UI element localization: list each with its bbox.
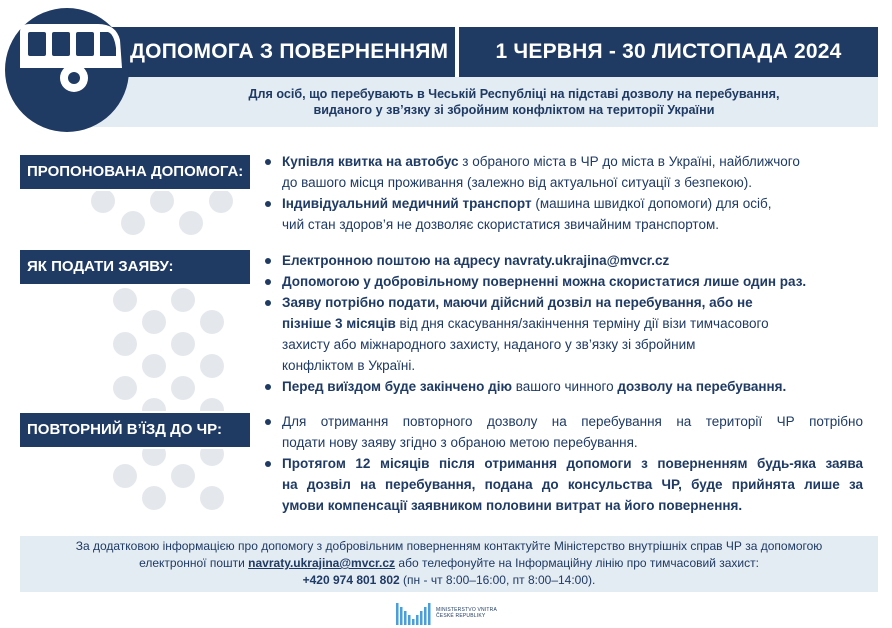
footer-line-2-pre: електронної пошти — [139, 556, 249, 570]
footer-phone[interactable]: +420 974 801 802 — [302, 573, 400, 587]
apply-email-text: Електронною поштою на адресу navraty.ukrajina@mvcr.cz — [282, 253, 670, 268]
section-label-reentry: ПОВТОРНИЙ В’ЇЗД ДО ЧР: — [20, 413, 250, 447]
reentry-line2: подати нову заяву згідно з обраною метою перебування. — [282, 435, 638, 450]
apply-bullets — [263, 250, 863, 397]
list-item — [263, 411, 863, 453]
reentry-12m-line3: умови компенсації заявником половини витрат на його повернення. — [282, 498, 743, 513]
list-item — [263, 271, 863, 292]
list-item — [263, 250, 863, 271]
permit-end-bold: Перед виїздом буде закінчено дію — [282, 379, 512, 394]
date-range: 1 ЧЕРВНЯ - 30 ЛИСТОПАДА 2024 — [495, 40, 842, 63]
reentry-bullets — [263, 411, 863, 516]
bus-ticket-text: з обраного міста в ЧР до міста в Україні, найближчого — [458, 154, 800, 169]
apply-once-text: Допомогою у добровільному поверненні можна скористатися лише один раз. — [282, 274, 807, 289]
reentry-12m-line1: Протягом 12 місяців після отримання допомоги з поверненням будь-яка заява — [282, 456, 863, 471]
apply-deadline-line2: від дня скасування/закінчення терміну дії візи тимчасового — [395, 316, 769, 331]
bus-ticket-line2: до вашого місця проживання (залежно від актуальної ситуації з безпекою). — [282, 175, 752, 190]
medical-transport-bold: Індивідуальний медичний транспорт — [282, 196, 532, 211]
subtitle-line-2: виданого у зв’язку зі збройним конфліктом на території України — [313, 103, 715, 117]
list-item — [263, 292, 863, 376]
permit-end-bold2: дозволу на перебування. — [617, 379, 787, 394]
ministry-logo — [396, 600, 497, 626]
reentry-line1: Для отримання повторного дозволу на перебування на території ЧР потрібно — [282, 414, 863, 429]
list-item — [263, 376, 863, 397]
reentry-12m-line2: на дозвіл на перебування, подана до консульства ЧР, буде прийнята лише за — [282, 477, 863, 492]
bus-ticket-bold: Купівля квитка на автобус — [282, 154, 459, 169]
section-label-offered: ПРОПОНОВАНА ДОПОМОГА: — [20, 155, 250, 189]
offered-bullets — [263, 151, 863, 235]
permit-end-mid: вашого чинного — [511, 379, 618, 394]
footer-line-1: За додатковою інформацією про допомогу з добровільним поверненням контактуйте Міністерство внутрішніх справ ЧР за допомогою — [75, 539, 823, 553]
apply-deadline-bold: пізніше 3 місяців — [282, 316, 396, 331]
bus-icon — [16, 18, 126, 108]
footer-line-2-post: або телефонуйте на Інформаційну лінію про тимчасовий захист: — [395, 556, 759, 570]
subtitle-line-1: Для осіб, що перебувають в Чеській Республіці на підставі дозволу на перебування, — [248, 87, 780, 101]
footer-email-link[interactable]: navraty.ukrajina@mvcr.cz — [248, 556, 396, 570]
section-label-apply: ЯК ПОДАТИ ЗАЯВУ: — [20, 250, 250, 284]
logo-text-line-1: MINISTERSTVO VNITRA — [436, 607, 498, 613]
footer-contact-box — [20, 536, 878, 592]
medical-transport-line2: чий стан здоров’я не дозволяє скористатися звичайним транспортом. — [282, 217, 719, 232]
apply-deadline-line4: конфліктом в Україні. — [282, 358, 416, 373]
list-item — [263, 453, 863, 516]
logo-text-line-2: ČESKÉ REPUBLIKY — [436, 613, 486, 619]
list-item — [263, 193, 863, 235]
subtitle-band — [70, 77, 878, 127]
header-bar — [110, 27, 878, 77]
apply-deadline-line3: захисту або міжнародного захисту, наданого у зв’язку зі збройним — [282, 337, 696, 352]
list-item — [263, 151, 863, 193]
page-title: ДОПОМОГА З ПОВЕРНЕННЯМ — [130, 40, 449, 63]
footer-hours: (пн - чт 8:00–16:00, пт 8:00–14:00). — [399, 573, 596, 587]
apply-deadline-line1: Заяву потрібно подати, маючи дійсний дозвіл на перебування, або не — [282, 295, 753, 310]
decorative-dots — [0, 135, 260, 525]
medical-transport-text: (машина швидкої допомоги) для осіб, — [531, 196, 772, 211]
ministry-logo-icon — [396, 601, 432, 625]
